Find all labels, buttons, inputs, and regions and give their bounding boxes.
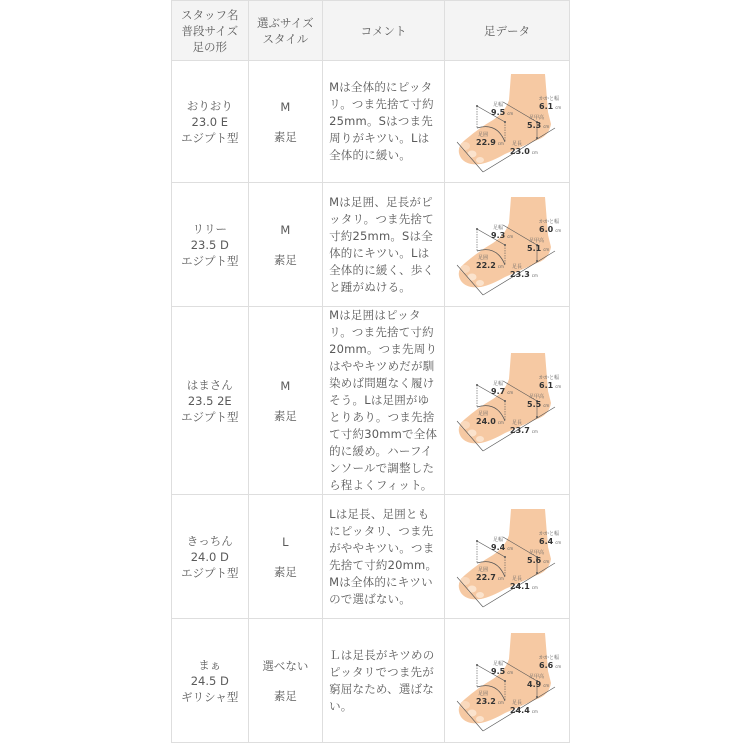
foot-illustration-icon (445, 62, 569, 182)
style: 素足 (273, 564, 297, 579)
foot-diagram (445, 621, 569, 741)
staff-name: おりおり (186, 98, 233, 113)
foot-width-label: 足幅 (493, 660, 504, 667)
instep-height-value: 5.3 cm (527, 120, 550, 130)
foot-shape: ギリシャ型 (181, 689, 239, 704)
comment-cell: Lは足長、足囲ともにピッタリ、つま先がややキツい。つま先捨て寸約20mm。Mは全体的にキツいので選ばない。 (323, 495, 445, 619)
foot-diagram (445, 62, 569, 182)
girth-label: 足囲 (478, 131, 489, 138)
usual-size: 24.0 D (190, 549, 229, 564)
heel-width-value: 6.1 cm (539, 101, 562, 111)
heel-width-label: かかと幅 (539, 530, 560, 537)
chosen-size: 選べない (262, 658, 309, 673)
instep-height-label: 足甲高 (529, 114, 545, 121)
instep-height-label: 足甲高 (529, 237, 545, 244)
staff-name: リリー (192, 221, 228, 236)
girth-label: 足囲 (478, 410, 489, 417)
length-label: 足長 (512, 699, 523, 706)
instep-height-label: 足甲高 (529, 393, 545, 400)
chosen-size: M (280, 222, 291, 237)
style: 素足 (273, 252, 297, 267)
girth-value: 22.7 cm (476, 572, 504, 582)
length-label: 足長 (512, 263, 523, 270)
length-label: 足長 (512, 140, 523, 147)
foot-width-label: 足幅 (493, 224, 504, 231)
size-style-cell (248, 61, 323, 183)
instep-height-value: 5.5 cm (527, 399, 550, 409)
foot-illustration-icon (445, 497, 569, 617)
staff-cell (172, 183, 249, 307)
foot-illustration-icon (445, 341, 569, 461)
instep-height-label: 足甲高 (529, 673, 545, 680)
staff-cell (172, 61, 249, 183)
foot-data-cell (445, 619, 570, 743)
usual-size: 23.0 E (191, 114, 229, 129)
instep-height-value: 5.1 cm (527, 243, 550, 253)
table-row (172, 183, 570, 307)
foot-illustration-icon (445, 185, 569, 305)
table-row (172, 307, 570, 495)
size-style-cell (248, 183, 323, 307)
foot-diagram (445, 497, 569, 617)
girth-value: 22.9 cm (476, 137, 504, 147)
chosen-size: M (280, 378, 291, 393)
foot-data-cell (445, 307, 570, 495)
foot-width-value: 9.3 cm (491, 230, 514, 240)
table-row (172, 61, 570, 183)
foot-width-value: 9.5 cm (491, 107, 514, 117)
foot-width-label: 足幅 (493, 536, 504, 543)
chosen-size: L (282, 534, 289, 549)
foot-data-cell (445, 495, 570, 619)
foot-shape: エジプト型 (181, 409, 239, 424)
girth-value: 22.2 cm (476, 260, 504, 270)
foot-diagram (445, 341, 569, 461)
heel-width-value: 6.6 cm (539, 660, 562, 670)
heel-width-value: 6.0 cm (539, 224, 562, 234)
staff-cell (172, 495, 249, 619)
girth-label: 足囲 (478, 254, 489, 261)
foot-shape: エジプト型 (181, 130, 239, 145)
header-comment: コメント (323, 1, 445, 61)
foot-illustration-icon (445, 621, 569, 741)
size-style-cell (248, 495, 323, 619)
foot-width-value: 9.5 cm (491, 666, 514, 676)
heel-width-value: 6.4 cm (539, 536, 562, 546)
length-value: 24.1 cm (510, 581, 538, 591)
staff-name: まぁ (198, 657, 222, 672)
foot-width-label: 足幅 (493, 101, 504, 108)
instep-height-value: 4.9 cm (527, 679, 550, 689)
heel-width-label: かかと幅 (539, 374, 560, 381)
girth-label: 足囲 (478, 566, 489, 573)
style: 素足 (273, 688, 297, 703)
chosen-size: M (280, 99, 291, 114)
heel-width-label: かかと幅 (539, 95, 560, 102)
foot-shape: エジプト型 (181, 565, 239, 580)
comment-cell: Mは全体的にピッタリ。つま先捨て寸約25mm。Sはつま先周りがキツい。Lは全体的に緩い。 (323, 61, 445, 183)
girth-value: 24.0 cm (476, 416, 504, 426)
usual-size: 23.5 D (190, 237, 229, 252)
size-style-cell (248, 307, 323, 495)
table-row (172, 495, 570, 619)
comment-cell: Mは足囲はピッタリ。つま先捨て寸約20mm。つま先周りはややキツめだが馴染めば問題なく履けそう。Lは足囲がゆとりあり。つま先捨て寸約30mmで全体的に緩め。ハーフインソールで調整したら程よくフィット。 (323, 307, 445, 495)
header-staff: スタッフ名 普段サイズ 足の形 (172, 1, 249, 61)
foot-data-cell (445, 61, 570, 183)
table-header-row (172, 1, 570, 61)
foot-width-label: 足幅 (493, 380, 504, 387)
heel-width-value: 6.1 cm (539, 380, 562, 390)
style: 素足 (273, 129, 297, 144)
comment-cell: Mは足囲、足長がピッタリ。つま先捨て寸約25mm。Sは全体的にキツい。Lは全体的に緩く、歩くと踵がぬける。 (323, 183, 445, 307)
header-size-style: 選ぶサイズ スタイル (248, 1, 323, 61)
style: 素足 (273, 408, 297, 423)
staff-cell (172, 619, 249, 743)
size-style-cell (248, 619, 323, 743)
instep-height-label: 足甲高 (529, 549, 545, 556)
usual-size: 23.5 2E (187, 393, 232, 408)
length-label: 足長 (512, 575, 523, 582)
usual-size: 24.5 D (190, 673, 229, 688)
staff-name: きっちん (186, 533, 233, 548)
table-row (172, 619, 570, 743)
instep-height-value: 5.6 cm (527, 555, 550, 565)
header-foot-data: 足データ (445, 1, 570, 61)
heel-width-label: かかと幅 (539, 654, 560, 661)
length-value: 23.0 cm (510, 146, 538, 156)
foot-width-value: 9.7 cm (491, 386, 514, 396)
foot-width-value: 9.4 cm (491, 542, 514, 552)
foot-data-cell (445, 183, 570, 307)
girth-label: 足囲 (478, 690, 489, 697)
staff-cell (172, 307, 249, 495)
staff-size-table (171, 0, 570, 743)
staff-name: はまさん (186, 377, 233, 392)
foot-shape: エジプト型 (181, 253, 239, 268)
foot-diagram (445, 185, 569, 305)
comment-cell: Ｌは足長がキツめのピッタリでつま先が窮屈なため、選ばない。 (323, 619, 445, 743)
length-value: 23.3 cm (510, 269, 538, 279)
girth-value: 23.2 cm (476, 696, 504, 706)
length-label: 足長 (512, 419, 523, 426)
length-value: 24.4 cm (510, 705, 538, 715)
heel-width-label: かかと幅 (539, 218, 560, 225)
length-value: 23.7 cm (510, 425, 538, 435)
